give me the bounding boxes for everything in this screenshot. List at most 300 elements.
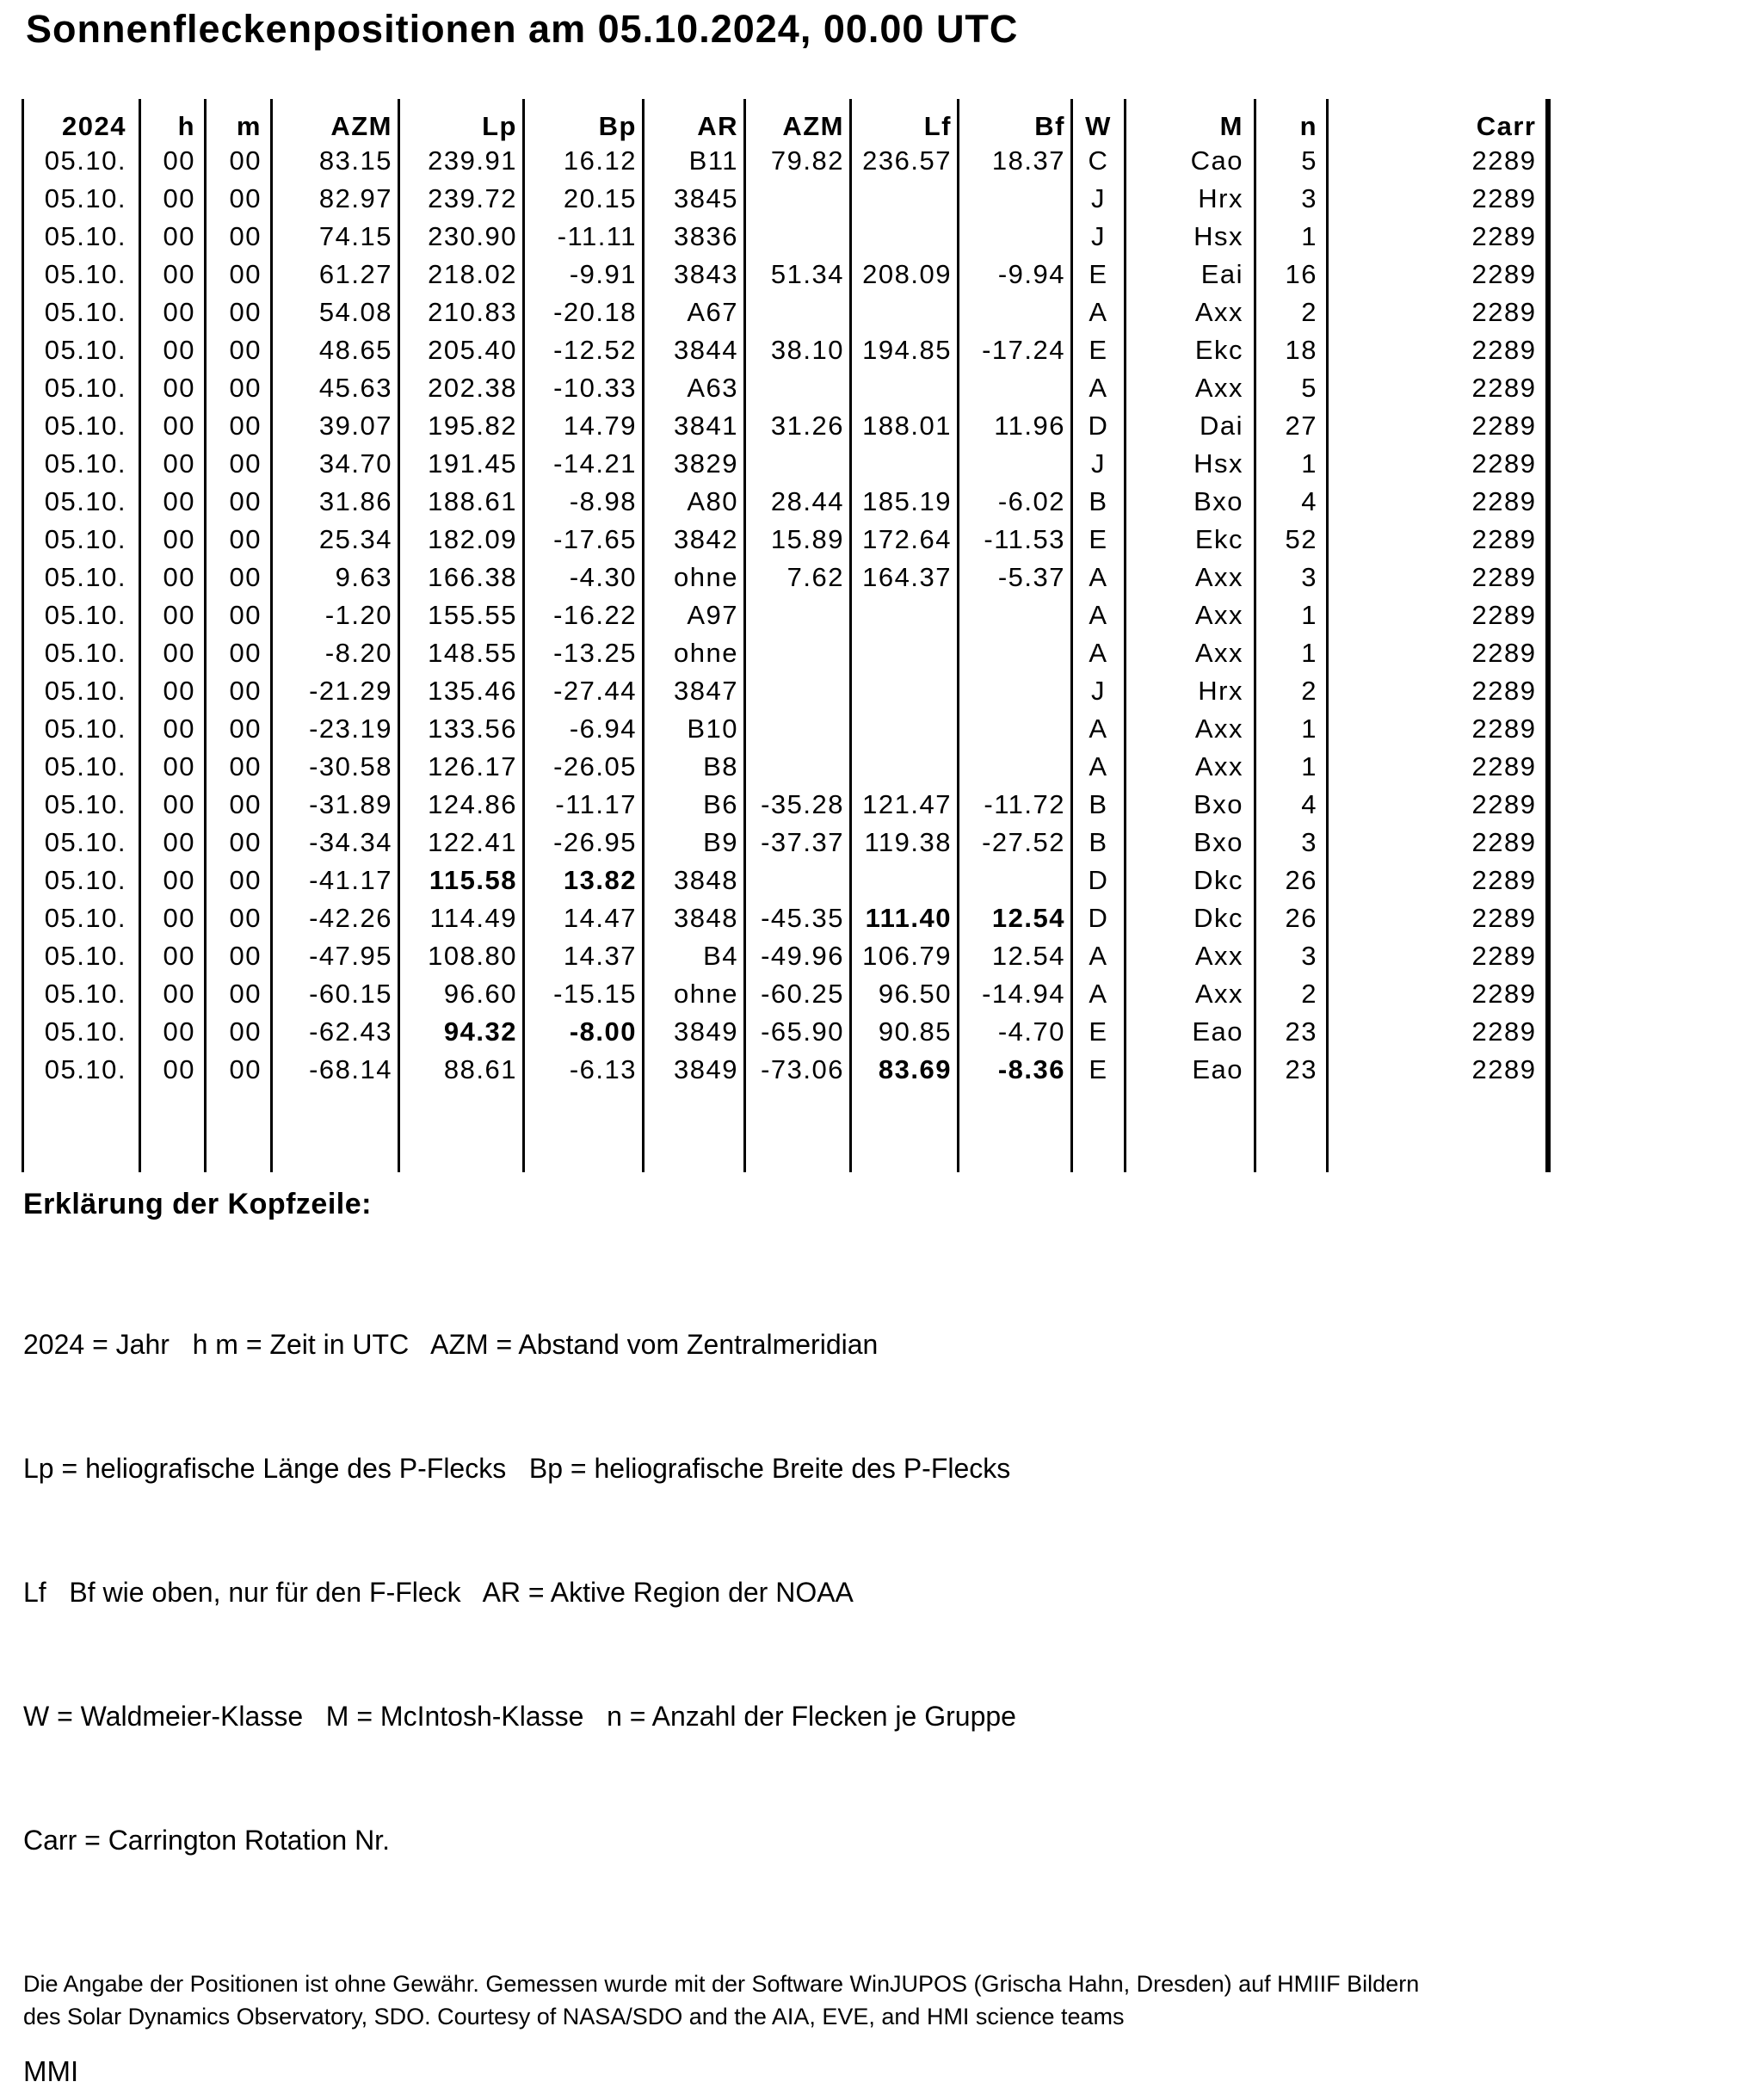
cell-bf xyxy=(959,710,1072,748)
cell-n: 27 xyxy=(1255,407,1328,445)
cell-w: E xyxy=(1072,331,1126,369)
cell-m: Ekc xyxy=(1126,331,1255,369)
cell-m: Axx xyxy=(1126,634,1255,672)
cell-carr: 2289 xyxy=(1328,293,1548,331)
cell-bf xyxy=(959,218,1072,256)
cell-w: E xyxy=(1072,1013,1126,1051)
cell-lp: 166.38 xyxy=(399,559,524,596)
cell-azm-2 xyxy=(745,445,851,483)
col-header-2024: 2024 xyxy=(23,99,140,142)
cell-m: 00 xyxy=(206,293,272,331)
cell-bf xyxy=(959,369,1072,407)
cell-lf: 164.37 xyxy=(851,559,959,596)
cell-carr: 2289 xyxy=(1328,142,1548,180)
cell-lp: 148.55 xyxy=(399,634,524,672)
cell-azm: 25.34 xyxy=(272,521,399,559)
cell-2024: 05.10. xyxy=(23,331,140,369)
cell-bf xyxy=(959,180,1072,218)
disclaimer-note xyxy=(23,1968,1764,2033)
cell-carr: 2289 xyxy=(1328,218,1548,256)
cell-bp: -11.11 xyxy=(524,218,644,256)
cell-lf: 119.38 xyxy=(851,824,959,862)
cell-bp: -17.65 xyxy=(524,521,644,559)
cell-w: A xyxy=(1072,975,1126,1013)
cell-w: B xyxy=(1072,483,1126,521)
cell-h: 00 xyxy=(140,142,206,180)
cell-bp: -6.94 xyxy=(524,710,644,748)
cell-ar: B4 xyxy=(644,937,745,975)
cell-lf: 194.85 xyxy=(851,331,959,369)
cell-azm: 54.08 xyxy=(272,293,399,331)
cell-azm-2: 15.89 xyxy=(745,521,851,559)
cell-w: A xyxy=(1072,710,1126,748)
cell-carr: 2289 xyxy=(1328,672,1548,710)
cell-h: 00 xyxy=(140,596,206,634)
cell-m: Axx xyxy=(1126,559,1255,596)
cell-h: 00 xyxy=(140,862,206,899)
cell-ar: A67 xyxy=(644,293,745,331)
header-row xyxy=(23,99,1548,142)
table-row xyxy=(23,142,1548,180)
cell-h: 00 xyxy=(140,748,206,786)
cell-h: 00 xyxy=(140,331,206,369)
cell-azm-2: 31.26 xyxy=(745,407,851,445)
cell-lp: 133.56 xyxy=(399,710,524,748)
cell-bf xyxy=(959,634,1072,672)
col-header-azm: AZM xyxy=(272,99,399,142)
cell-m: 00 xyxy=(206,710,272,748)
cell-ar: ohne xyxy=(644,975,745,1013)
filler-cell xyxy=(23,1089,140,1172)
table-row xyxy=(23,634,1548,672)
cell-carr: 2289 xyxy=(1328,1051,1548,1089)
cell-lf: 188.01 xyxy=(851,407,959,445)
cell-lf: 90.85 xyxy=(851,1013,959,1051)
table-row xyxy=(23,445,1548,483)
cell-azm: -23.19 xyxy=(272,710,399,748)
filler-cell xyxy=(959,1089,1072,1172)
cell-h: 00 xyxy=(140,824,206,862)
table-row xyxy=(23,180,1548,218)
cell-w: J xyxy=(1072,672,1126,710)
cell-2024: 05.10. xyxy=(23,445,140,483)
cell-carr: 2289 xyxy=(1328,445,1548,483)
table-row xyxy=(23,1013,1548,1051)
cell-ar: A97 xyxy=(644,596,745,634)
cell-lf xyxy=(851,672,959,710)
sunspot-table xyxy=(22,99,1551,1172)
cell-bf: -27.52 xyxy=(959,824,1072,862)
cell-h: 00 xyxy=(140,1013,206,1051)
cell-m: 00 xyxy=(206,786,272,824)
page-title: Sonnenfleckenpositionen am 05.10.2024, 00.00 UTC xyxy=(26,7,1019,51)
cell-azm-2 xyxy=(745,634,851,672)
cell-azm: -60.15 xyxy=(272,975,399,1013)
cell-m: Hsx xyxy=(1126,445,1255,483)
cell-w: D xyxy=(1072,862,1126,899)
cell-carr: 2289 xyxy=(1328,256,1548,293)
cell-lp: 239.91 xyxy=(399,142,524,180)
legend-line: Lp = heliografische Länge des P-Flecks Bp = heliografische Breite des P-Flecks xyxy=(23,1453,1011,1484)
cell-bf xyxy=(959,596,1072,634)
cell-n: 23 xyxy=(1255,1013,1328,1051)
cell-azm-2: -65.90 xyxy=(745,1013,851,1051)
cell-bp: -13.25 xyxy=(524,634,644,672)
cell-m: 00 xyxy=(206,559,272,596)
cell-lp: 135.46 xyxy=(399,672,524,710)
cell-2024: 05.10. xyxy=(23,218,140,256)
cell-h: 00 xyxy=(140,293,206,331)
col-header-carr: Carr xyxy=(1328,99,1548,142)
cell-m: 00 xyxy=(206,180,272,218)
cell-azm-2: -37.37 xyxy=(745,824,851,862)
cell-azm: 48.65 xyxy=(272,331,399,369)
cell-m: 00 xyxy=(206,256,272,293)
cell-bf: -9.94 xyxy=(959,256,1072,293)
cell-ar: B9 xyxy=(644,824,745,862)
cell-h: 00 xyxy=(140,710,206,748)
cell-w: A xyxy=(1072,559,1126,596)
cell-carr: 2289 xyxy=(1328,331,1548,369)
cell-w: E xyxy=(1072,1051,1126,1089)
cell-lf: 185.19 xyxy=(851,483,959,521)
cell-bp: 16.12 xyxy=(524,142,644,180)
cell-bp: -26.05 xyxy=(524,748,644,786)
cell-h: 00 xyxy=(140,445,206,483)
cell-w: A xyxy=(1072,634,1126,672)
cell-ar: 3836 xyxy=(644,218,745,256)
cell-ar: 3844 xyxy=(644,331,745,369)
cell-bp: -12.52 xyxy=(524,331,644,369)
cell-n: 2 xyxy=(1255,672,1328,710)
cell-ar: 3843 xyxy=(644,256,745,293)
cell-h: 00 xyxy=(140,521,206,559)
cell-bp: -9.91 xyxy=(524,256,644,293)
cell-lf xyxy=(851,862,959,899)
table-row xyxy=(23,937,1548,975)
cell-m: 00 xyxy=(206,975,272,1013)
cell-lp: 195.82 xyxy=(399,407,524,445)
cell-lf xyxy=(851,180,959,218)
cell-2024: 05.10. xyxy=(23,369,140,407)
legend-lines xyxy=(23,1241,1764,1943)
cell-ar: A63 xyxy=(644,369,745,407)
cell-n: 4 xyxy=(1255,483,1328,521)
cell-bp: -8.98 xyxy=(524,483,644,521)
cell-carr: 2289 xyxy=(1328,710,1548,748)
cell-carr: 2289 xyxy=(1328,1013,1548,1051)
cell-azm-2: -73.06 xyxy=(745,1051,851,1089)
cell-n: 18 xyxy=(1255,331,1328,369)
cell-lp: 155.55 xyxy=(399,596,524,634)
cell-2024: 05.10. xyxy=(23,596,140,634)
cell-n: 5 xyxy=(1255,369,1328,407)
cell-bf xyxy=(959,862,1072,899)
cell-bf: -11.72 xyxy=(959,786,1072,824)
filler-cell xyxy=(206,1089,272,1172)
cell-h: 00 xyxy=(140,1051,206,1089)
filler-cell xyxy=(1126,1089,1255,1172)
cell-m: Dai xyxy=(1126,407,1255,445)
cell-2024: 05.10. xyxy=(23,786,140,824)
cell-n: 4 xyxy=(1255,786,1328,824)
cell-m: Dkc xyxy=(1126,899,1255,937)
cell-bf: 18.37 xyxy=(959,142,1072,180)
cell-m: Axx xyxy=(1126,937,1255,975)
cell-m: 00 xyxy=(206,369,272,407)
cell-m: 00 xyxy=(206,445,272,483)
cell-azm: -21.29 xyxy=(272,672,399,710)
signature: MMI xyxy=(23,2055,79,2087)
cell-lp: 115.58 xyxy=(399,862,524,899)
cell-bp: 13.82 xyxy=(524,862,644,899)
cell-bp: -10.33 xyxy=(524,369,644,407)
cell-carr: 2289 xyxy=(1328,937,1548,975)
table-row xyxy=(23,559,1548,596)
cell-lf: 172.64 xyxy=(851,521,959,559)
cell-bp: 20.15 xyxy=(524,180,644,218)
cell-azm-2 xyxy=(745,369,851,407)
cell-m: Eao xyxy=(1126,1013,1255,1051)
cell-h: 00 xyxy=(140,937,206,975)
cell-azm-2: 7.62 xyxy=(745,559,851,596)
cell-h: 00 xyxy=(140,559,206,596)
cell-azm-2 xyxy=(745,293,851,331)
table-row xyxy=(23,975,1548,1013)
cell-m: 00 xyxy=(206,748,272,786)
filler-cell xyxy=(272,1089,399,1172)
cell-m: Axx xyxy=(1126,748,1255,786)
cell-2024: 05.10. xyxy=(23,142,140,180)
cell-lf xyxy=(851,218,959,256)
cell-azm: -62.43 xyxy=(272,1013,399,1051)
cell-bf xyxy=(959,672,1072,710)
cell-2024: 05.10. xyxy=(23,483,140,521)
cell-ar: B10 xyxy=(644,710,745,748)
cell-azm: -41.17 xyxy=(272,862,399,899)
cell-ar: 3848 xyxy=(644,899,745,937)
cell-h: 00 xyxy=(140,407,206,445)
cell-2024: 05.10. xyxy=(23,293,140,331)
table-body xyxy=(23,142,1548,1172)
legend-line: W = Waldmeier-Klasse M = McIntosh-Klasse n = Anzahl der Flecken je Gruppe xyxy=(23,1701,1016,1732)
cell-azm-2: 28.44 xyxy=(745,483,851,521)
cell-n: 1 xyxy=(1255,218,1328,256)
cell-bf: -4.70 xyxy=(959,1013,1072,1051)
cell-n: 3 xyxy=(1255,180,1328,218)
cell-ar: B11 xyxy=(644,142,745,180)
cell-bp: -15.15 xyxy=(524,975,644,1013)
filler-cell xyxy=(399,1089,524,1172)
table-filler-row xyxy=(23,1089,1548,1172)
cell-n: 23 xyxy=(1255,1051,1328,1089)
cell-lp: 114.49 xyxy=(399,899,524,937)
cell-m: Eao xyxy=(1126,1051,1255,1089)
cell-h: 00 xyxy=(140,180,206,218)
cell-lp: 191.45 xyxy=(399,445,524,483)
cell-bf: -5.37 xyxy=(959,559,1072,596)
cell-lp: 126.17 xyxy=(399,748,524,786)
cell-n: 2 xyxy=(1255,975,1328,1013)
table-row xyxy=(23,256,1548,293)
cell-lf: 83.69 xyxy=(851,1051,959,1089)
cell-lp: 218.02 xyxy=(399,256,524,293)
cell-n: 3 xyxy=(1255,559,1328,596)
cell-azm: 74.15 xyxy=(272,218,399,256)
cell-lp: 96.60 xyxy=(399,975,524,1013)
cell-carr: 2289 xyxy=(1328,407,1548,445)
cell-m: Hsx xyxy=(1126,218,1255,256)
cell-bp: -20.18 xyxy=(524,293,644,331)
cell-ar: ohne xyxy=(644,559,745,596)
cell-lp: 188.61 xyxy=(399,483,524,521)
legend-line: 2024 = Jahr h m = Zeit in UTC AZM = Abstand vom Zentralmeridian xyxy=(23,1329,879,1360)
cell-ar: 3829 xyxy=(644,445,745,483)
cell-n: 3 xyxy=(1255,824,1328,862)
cell-m: Dkc xyxy=(1126,862,1255,899)
cell-2024: 05.10. xyxy=(23,824,140,862)
table-row xyxy=(23,824,1548,862)
cell-lf: 236.57 xyxy=(851,142,959,180)
cell-carr: 2289 xyxy=(1328,180,1548,218)
filler-cell xyxy=(140,1089,206,1172)
cell-lp: 230.90 xyxy=(399,218,524,256)
table-row xyxy=(23,369,1548,407)
cell-h: 00 xyxy=(140,786,206,824)
cell-w: J xyxy=(1072,180,1126,218)
cell-azm: -30.58 xyxy=(272,748,399,786)
cell-h: 00 xyxy=(140,672,206,710)
note-line: Die Angabe der Positionen ist ohne Gewähr. Gemessen wurde mit der Software WinJUPOS (Grischa Hahn, Dresden) auf HMIIF Bildern xyxy=(23,1971,1420,1997)
cell-lf xyxy=(851,445,959,483)
table-header xyxy=(23,99,1548,142)
cell-n: 1 xyxy=(1255,596,1328,634)
cell-2024: 05.10. xyxy=(23,672,140,710)
filler-cell xyxy=(745,1089,851,1172)
cell-m: Axx xyxy=(1126,596,1255,634)
cell-azm-2 xyxy=(745,672,851,710)
cell-carr: 2289 xyxy=(1328,824,1548,862)
cell-azm: 31.86 xyxy=(272,483,399,521)
cell-w: J xyxy=(1072,218,1126,256)
cell-lf: 106.79 xyxy=(851,937,959,975)
cell-azm: 9.63 xyxy=(272,559,399,596)
cell-lf xyxy=(851,710,959,748)
cell-lp: 202.38 xyxy=(399,369,524,407)
filler-cell xyxy=(1072,1089,1126,1172)
cell-m: 00 xyxy=(206,1051,272,1089)
table-row xyxy=(23,786,1548,824)
cell-lp: 122.41 xyxy=(399,824,524,862)
cell-m: Axx xyxy=(1126,293,1255,331)
cell-n: 16 xyxy=(1255,256,1328,293)
cell-n: 1 xyxy=(1255,748,1328,786)
filler-cell xyxy=(1328,1089,1548,1172)
cell-n: 5 xyxy=(1255,142,1328,180)
cell-ar: A80 xyxy=(644,483,745,521)
cell-w: C xyxy=(1072,142,1126,180)
table-row xyxy=(23,710,1548,748)
cell-2024: 05.10. xyxy=(23,975,140,1013)
cell-azm-2: -35.28 xyxy=(745,786,851,824)
table-row xyxy=(23,331,1548,369)
cell-m: Hrx xyxy=(1126,180,1255,218)
col-header-m: M xyxy=(1126,99,1255,142)
cell-azm: 39.07 xyxy=(272,407,399,445)
cell-lp: 205.40 xyxy=(399,331,524,369)
cell-m: Axx xyxy=(1126,710,1255,748)
cell-n: 1 xyxy=(1255,634,1328,672)
cell-azm-2: -45.35 xyxy=(745,899,851,937)
cell-azm: 82.97 xyxy=(272,180,399,218)
cell-bf: 12.54 xyxy=(959,899,1072,937)
cell-azm-2 xyxy=(745,862,851,899)
cell-2024: 05.10. xyxy=(23,1013,140,1051)
cell-m: Bxo xyxy=(1126,824,1255,862)
cell-m: 00 xyxy=(206,1013,272,1051)
cell-2024: 05.10. xyxy=(23,559,140,596)
cell-m: 00 xyxy=(206,596,272,634)
cell-n: 3 xyxy=(1255,937,1328,975)
cell-n: 2 xyxy=(1255,293,1328,331)
cell-2024: 05.10. xyxy=(23,180,140,218)
cell-h: 00 xyxy=(140,899,206,937)
cell-carr: 2289 xyxy=(1328,862,1548,899)
cell-carr: 2289 xyxy=(1328,975,1548,1013)
legend xyxy=(23,1186,1764,2088)
cell-h: 00 xyxy=(140,634,206,672)
cell-h: 00 xyxy=(140,369,206,407)
col-header-bf: Bf xyxy=(959,99,1072,142)
col-header-lf: Lf xyxy=(851,99,959,142)
col-header-n: n xyxy=(1255,99,1328,142)
table-row xyxy=(23,293,1548,331)
cell-ar: 3845 xyxy=(644,180,745,218)
cell-m: Ekc xyxy=(1126,521,1255,559)
cell-bf: -11.53 xyxy=(959,521,1072,559)
cell-m: Hrx xyxy=(1126,672,1255,710)
cell-ar: 3842 xyxy=(644,521,745,559)
cell-bp: 14.37 xyxy=(524,937,644,975)
cell-lf xyxy=(851,748,959,786)
cell-m: 00 xyxy=(206,937,272,975)
cell-carr: 2289 xyxy=(1328,748,1548,786)
cell-lp: 94.32 xyxy=(399,1013,524,1051)
cell-lp: 88.61 xyxy=(399,1051,524,1089)
cell-lf xyxy=(851,369,959,407)
cell-carr: 2289 xyxy=(1328,369,1548,407)
cell-m: Bxo xyxy=(1126,786,1255,824)
cell-m: Eai xyxy=(1126,256,1255,293)
cell-m: 00 xyxy=(206,483,272,521)
cell-w: A xyxy=(1072,937,1126,975)
table-row xyxy=(23,672,1548,710)
cell-bp: -6.13 xyxy=(524,1051,644,1089)
cell-lp: 239.72 xyxy=(399,180,524,218)
cell-w: J xyxy=(1072,445,1126,483)
col-header-w: W xyxy=(1072,99,1126,142)
cell-azm: -8.20 xyxy=(272,634,399,672)
cell-h: 00 xyxy=(140,218,206,256)
cell-lf xyxy=(851,634,959,672)
cell-m: 00 xyxy=(206,634,272,672)
note-line: des Solar Dynamics Observatory, SDO. Courtesy of NASA/SDO and the AIA, EVE, and HMI science teams xyxy=(23,2004,1125,2029)
cell-bp: -4.30 xyxy=(524,559,644,596)
cell-2024: 05.10. xyxy=(23,748,140,786)
cell-carr: 2289 xyxy=(1328,786,1548,824)
table-row xyxy=(23,1051,1548,1089)
cell-azm-2 xyxy=(745,748,851,786)
